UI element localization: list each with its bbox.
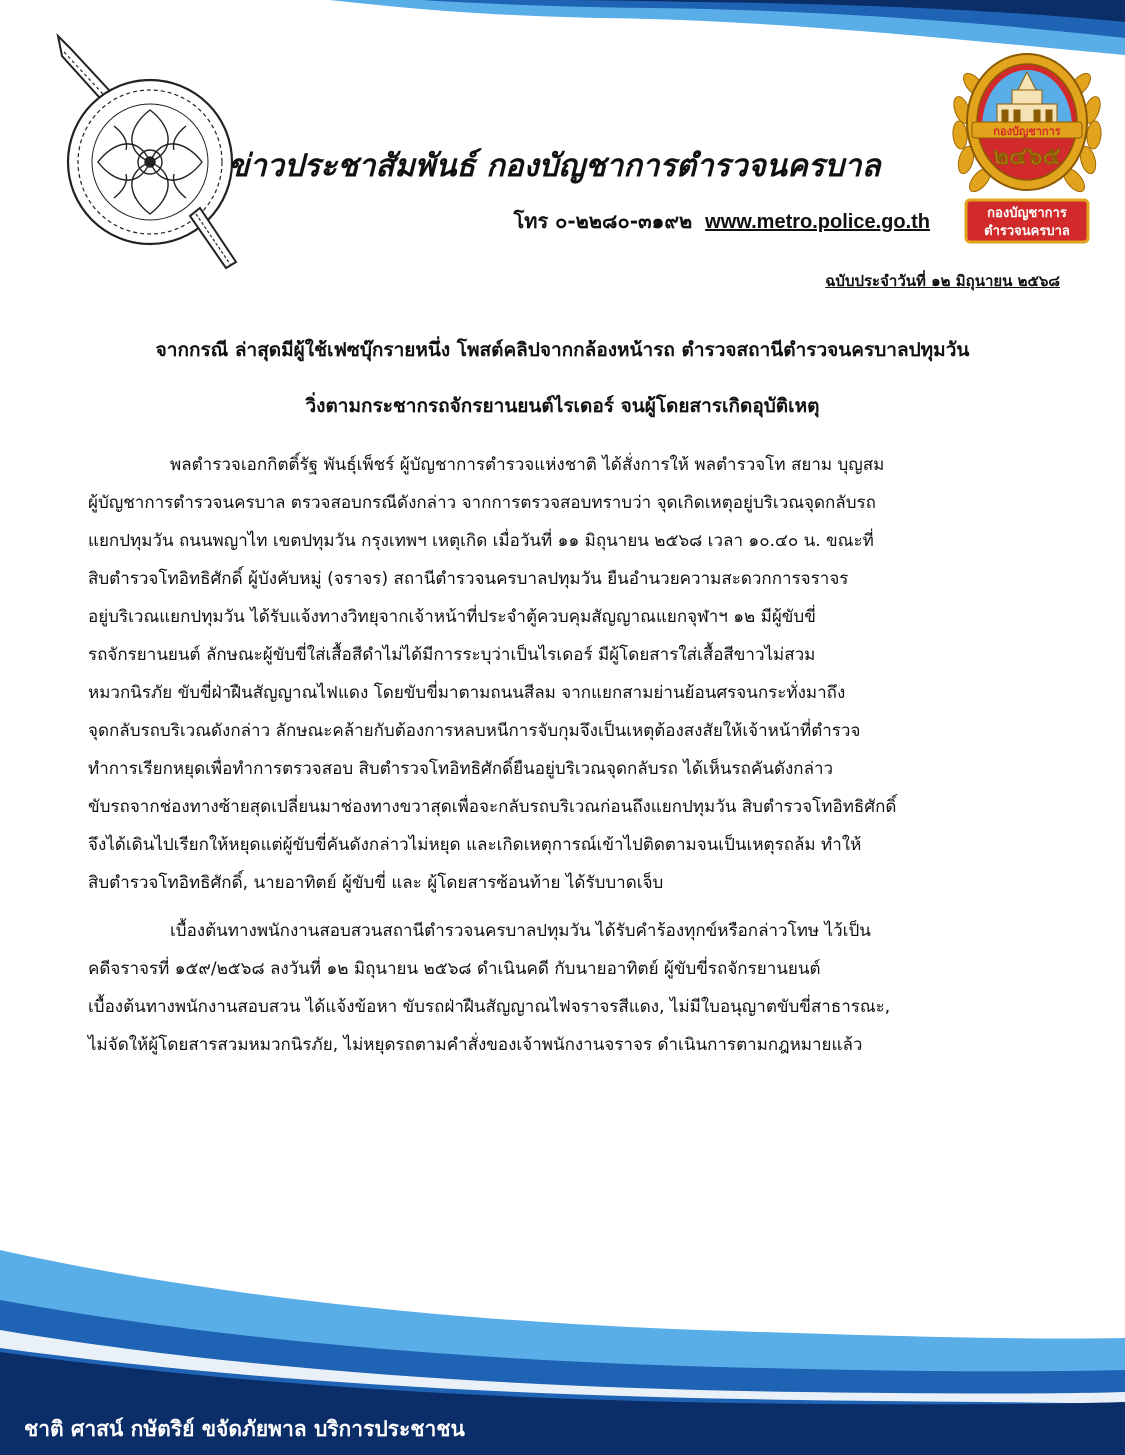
paragraph-line: อยู่บริเวณแยกปทุมวัน ได้รับแจ้งทางวิทยุจากเจ้าหน้าที่ประจำตู้ควบคุมสัญญาณแยกจุฬาฯ ๑๒ มีผู้ขับขี่: [88, 607, 816, 627]
paragraph-line: สิบตำรวจโทอิทธิศักดิ์, นายอาทิตย์ ผู้ขับขี่ และ ผู้โดยสารซ้อนท้าย ได้รับบาดเจ็บ: [88, 873, 664, 893]
issue-date: ฉบับประจำวันที่ ๑๒ มิถุนายน ๒๕๖๘: [825, 272, 1060, 290]
paragraph-line: เบื้องต้นทางพนักงานสอบสวน ได้แจ้งข้อหา ขับรถฝ่าฝืนสัญญาณไฟจราจรสีแดง, ไม่มีใบอนุญาตขับขี่สาธารณะ,: [88, 997, 891, 1017]
headline-line-1: จากกรณี ล่าสุดมีผู้ใช้เฟซบุ๊กรายหนึ่ง โพสต์คลิปจากกล้องหน้ารถ ตำรวจสถานีตำรวจนครบาลปทุมวัน: [155, 339, 970, 361]
headline-line-2: วิ่งตามกระชากรถจักรยานยนต์ไรเดอร์ จนผู้โดยสารเกิดอุบัติเหตุ: [305, 395, 820, 417]
paragraph-line: พลตำรวจเอกกิตติ์รัฐ พันธุ์เพ็ชร์ ผู้บัญชาการตำรวจแห่งชาติ ได้สั่งการให้ พลตำรวจโท สยาม บุญสม: [170, 455, 885, 475]
paragraph-line: เบื้องต้นทางพนักงานสอบสวนสถานีตำรวจนครบาลปทุมวัน ได้รับคำร้องทุกข์หรือกล่าวโทษ ไว้เป็น: [170, 921, 871, 941]
phone-number: โทร ๐-๒๒๘๐-๓๑๙๒: [513, 209, 693, 233]
paragraph-line: จุดกลับรถบริเวณดังกล่าว ลักษณะคล้ายกับต้องการหลบหนีการจับกุมจึงเป็นเหตุต้องสงสัยให้เจ้าหน้าที่ตำรวจ: [88, 721, 861, 741]
sword-hilt: [190, 208, 236, 268]
paragraph-line: ผู้บัญชาการตำรวจนครบาล ตรวจสอบกรณีดังกล่าว จากการตรวจสอบทราบว่า จุดเกิดเหตุอยู่บริเวณจุดกลับรถ: [88, 493, 876, 513]
paragraph-line: แยกปทุมวัน ถนนพญาไท เขตปทุมวัน กรุงเทพฯ เหตุเกิด เมื่อวันที่ ๑๑ มิถุนายน ๒๕๖๘ เวลา ๑๐.๔๐ น. ขณะที่: [88, 531, 874, 551]
crest-plaque-line2: ตำรวจนครบาล: [984, 224, 1070, 239]
article-body: [88, 446, 1033, 1064]
crest-banner-text: กองบัญชาการ: [993, 125, 1061, 138]
website-link[interactable]: www.metro.police.go.th: [705, 211, 930, 233]
paragraph-line: ขับรถจากช่องทางซ้ายสุดเปลี่ยนมาช่องทางขวาสุดเพื่อจะกลับรถบริเวณก่อนถึงแยกปทุมวัน สิบตำรวจโทอิทธิศักดิ์: [88, 797, 897, 817]
paragraph-line: สิบตำรวจโทอิทธิศักดิ์ ผู้บังคับหมู่ (จราจร) สถานีตำรวจนครบาลปทุมวัน ยืนอำนวยความสะดวกการจราจร: [88, 569, 849, 589]
paragraph-1: [88, 446, 1033, 902]
headline: [60, 322, 1065, 434]
metropolitan-police-crest: [952, 40, 1102, 245]
police-sword-emblem: [50, 30, 240, 270]
crest-plaque-line1: กองบัญชาการ: [987, 206, 1067, 221]
paragraph-line: หมวกนิรภัย ขับขี่ฝ่าฝืนสัญญาณไฟแดง โดยขับขี่มาตามถนนสีลม จากแยกสามย่านย้อนศรจนกระทั่งมาถึง: [88, 683, 846, 703]
paragraph-line: ทำการเรียกหยุดเพื่อทำการตรวจสอบ สิบตำรวจโทอิทธิศักดิ์ยืนอยู่บริเวณจุดกลับรถ ได้เห็นรถคันดังกล่าว: [88, 759, 834, 779]
crest-year: ๒๔๖๕: [993, 142, 1061, 170]
paragraph-line: จึงได้เดินไปเรียกให้หยุดแต่ผู้ขับขี่คันดังกล่าวไม่หยุด และเกิดเหตุการณ์เข้าไปติดตามจนเป็นเหตุรถล้ม ทำให้: [88, 835, 862, 855]
paragraph-line: รถจักรยานยนต์ ลักษณะผู้ขับขี่ใส่เสื้อสีดำไม่ได้มีการระบุว่าเป็นไรเดอร์ มีผู้โดยสารใส่เสื้อสีขาวไม่สวม: [88, 645, 816, 665]
paragraph-line: คดีจราจรที่ ๑๕๙/๒๕๖๘ ลงวันที่ ๑๒ มิถุนายน ๒๕๖๘ ดำเนินคดี กับนายอาทิตย์ ผู้ขับขี่รถจักรยานยนต์: [88, 959, 821, 979]
footer-motto: ชาติ ศาสน์ กษัตริย์ ขจัดภัยพาล บริการประชาชน: [24, 1417, 465, 1441]
paragraph-2: [88, 912, 1033, 1064]
press-release-title: ข่าวประชาสัมพันธ์ กองบัญชาการตำรวจนครบาล: [228, 148, 881, 184]
paragraph-line: ไม่จัดให้ผู้โดยสารสวมหมวกนิรภัย, ไม่หยุดรถตามคำสั่งของเจ้าพนักงานจราจร ดำเนินการตามกฎหมายแล้ว: [88, 1035, 863, 1055]
header-contact: [470, 206, 930, 237]
